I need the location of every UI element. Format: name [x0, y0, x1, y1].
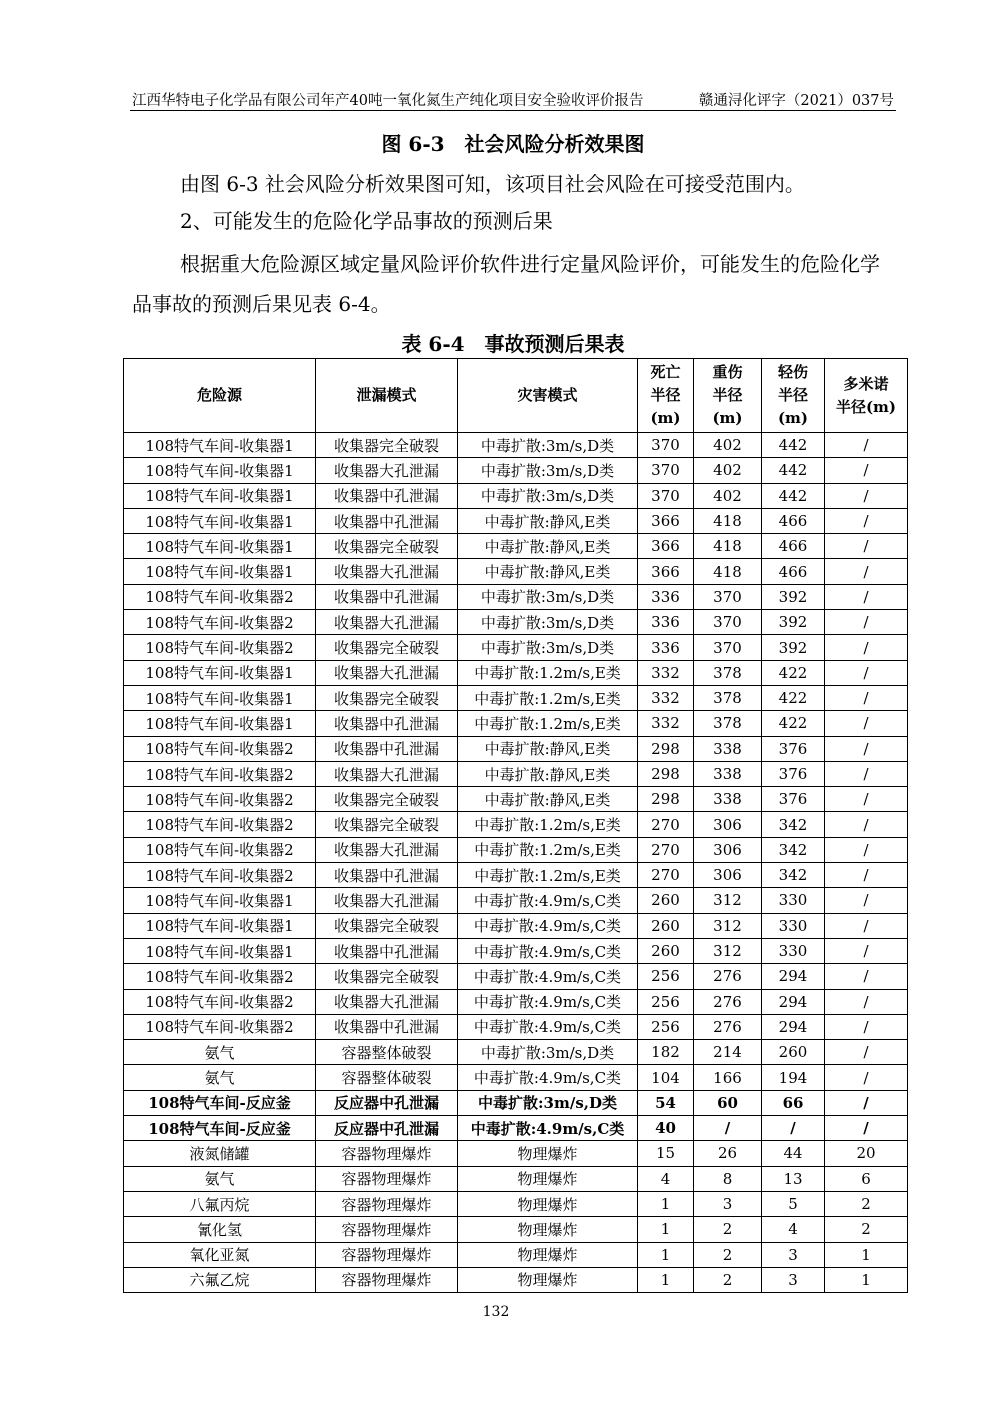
cell-leak-mode: 收集器大孔泄漏: [316, 660, 458, 685]
cell-minor-injury-radius: 422: [762, 711, 825, 736]
cell-domino-radius: /: [825, 483, 908, 508]
cell-serious-injury-radius: 402: [694, 433, 762, 458]
cell-domino-radius: 1: [825, 1242, 908, 1267]
cell-death-radius: 4: [638, 1166, 694, 1191]
cell-serious-injury-radius: 3: [694, 1191, 762, 1216]
table-row: [124, 483, 908, 508]
cell-death-radius: 54: [638, 1090, 694, 1115]
cell-disaster-mode: 中毒扩散:4.9m/s,C类: [458, 938, 638, 963]
table-row: [124, 938, 908, 963]
cell-disaster-mode: 中毒扩散:3m/s,D类: [458, 610, 638, 635]
cell-domino-radius: 2: [825, 1217, 908, 1242]
cell-death-radius: 298: [638, 787, 694, 812]
cell-leak-mode: 容器物理爆炸: [316, 1141, 458, 1166]
cell-disaster-mode: 中毒扩散:1.2m/s,E类: [458, 837, 638, 862]
figure-caption: 图 6-3 社会风险分析效果图: [381, 132, 645, 156]
cell-domino-radius: /: [825, 458, 908, 483]
cell-death-radius: 370: [638, 433, 694, 458]
cell-hazard-source: 108特气车间-反应釜: [124, 1090, 316, 1115]
cell-domino-radius: 6: [825, 1166, 908, 1191]
cell-death-radius: 260: [638, 913, 694, 938]
cell-death-radius: 1: [638, 1191, 694, 1216]
header-death-radius: 死亡 半径 (m): [638, 359, 694, 433]
cell-domino-radius: /: [825, 913, 908, 938]
cell-hazard-source: 108特气车间-收集器2: [124, 1014, 316, 1039]
cell-domino-radius: /: [825, 534, 908, 559]
table-row: [124, 1065, 908, 1090]
cell-disaster-mode: 中毒扩散:3m/s,D类: [458, 433, 638, 458]
cell-domino-radius: /: [825, 685, 908, 710]
cell-domino-radius: /: [825, 1090, 908, 1115]
cell-hazard-source: 108特气车间-反应釜: [124, 1116, 316, 1141]
cell-death-radius: 260: [638, 938, 694, 963]
table-row: [124, 761, 908, 786]
table-row: [124, 1191, 908, 1216]
cell-serious-injury-radius: 2: [694, 1267, 762, 1292]
cell-hazard-source: 氧化亚氮: [124, 1242, 316, 1267]
table-row: [124, 964, 908, 989]
table-row: [124, 989, 908, 1014]
cell-minor-injury-radius: 442: [762, 483, 825, 508]
cell-hazard-source: 108特气车间-收集器2: [124, 863, 316, 888]
cell-leak-mode: 反应器中孔泄漏: [316, 1090, 458, 1115]
cell-hazard-source: 108特气车间-收集器2: [124, 787, 316, 812]
table-row: [124, 888, 908, 913]
cell-hazard-source: 氨气: [124, 1166, 316, 1191]
cell-disaster-mode: 中毒扩散:4.9m/s,C类: [458, 1065, 638, 1090]
cell-death-radius: 1: [638, 1242, 694, 1267]
cell-hazard-source: 108特气车间-收集器1: [124, 559, 316, 584]
cell-minor-injury-radius: 376: [762, 761, 825, 786]
cell-hazard-source: 108特气车间-收集器2: [124, 761, 316, 786]
cell-minor-injury-radius: 466: [762, 508, 825, 533]
cell-domino-radius: /: [825, 812, 908, 837]
cell-death-radius: 336: [638, 584, 694, 609]
cell-death-radius: 332: [638, 660, 694, 685]
cell-death-radius: 104: [638, 1065, 694, 1090]
cell-hazard-source: 108特气车间-收集器1: [124, 888, 316, 913]
header-serious-injury-radius: 重伤 半径 (m): [694, 359, 762, 433]
cell-leak-mode: 容器物理爆炸: [316, 1166, 458, 1191]
cell-domino-radius: /: [825, 1040, 908, 1065]
cell-hazard-source: 氰化氢: [124, 1217, 316, 1242]
cell-minor-injury-radius: 330: [762, 938, 825, 963]
cell-hazard-source: 108特气车间-收集器1: [124, 711, 316, 736]
cell-leak-mode: 收集器完全破裂: [316, 812, 458, 837]
cell-minor-injury-radius: 294: [762, 1014, 825, 1039]
cell-leak-mode: 收集器完全破裂: [316, 964, 458, 989]
cell-death-radius: 298: [638, 736, 694, 761]
cell-disaster-mode: 中毒扩散:1.2m/s,E类: [458, 711, 638, 736]
cell-serious-injury-radius: 370: [694, 635, 762, 660]
cell-minor-injury-radius: 442: [762, 433, 825, 458]
cell-serious-injury-radius: 418: [694, 559, 762, 584]
cell-leak-mode: 容器整体破裂: [316, 1040, 458, 1065]
cell-minor-injury-radius: 342: [762, 812, 825, 837]
cell-serious-injury-radius: 2: [694, 1242, 762, 1267]
cell-domino-radius: /: [825, 1116, 908, 1141]
cell-hazard-source: 108特气车间-收集器1: [124, 685, 316, 710]
cell-death-radius: 370: [638, 483, 694, 508]
cell-leak-mode: 收集器大孔泄漏: [316, 610, 458, 635]
cell-leak-mode: 容器物理爆炸: [316, 1217, 458, 1242]
cell-minor-injury-radius: 3: [762, 1267, 825, 1292]
cell-hazard-source: 108特气车间-收集器2: [124, 837, 316, 862]
header-hazard-source: 危险源: [124, 359, 316, 433]
cell-serious-injury-radius: /: [694, 1116, 762, 1141]
table-row: [124, 711, 908, 736]
cell-disaster-mode: 中毒扩散:3m/s,D类: [458, 1090, 638, 1115]
cell-serious-injury-radius: 166: [694, 1065, 762, 1090]
cell-domino-radius: /: [825, 888, 908, 913]
table-header-row: [124, 359, 908, 433]
cell-domino-radius: 1: [825, 1267, 908, 1292]
cell-serious-injury-radius: 312: [694, 888, 762, 913]
accident-consequence-table: [123, 358, 908, 1293]
cell-domino-radius: /: [825, 433, 908, 458]
cell-minor-injury-radius: 342: [762, 837, 825, 862]
table-row: [124, 1267, 908, 1292]
table-row: [124, 1014, 908, 1039]
cell-leak-mode: 容器物理爆炸: [316, 1267, 458, 1292]
cell-serious-injury-radius: 418: [694, 508, 762, 533]
table-caption: 表 6-4 事故预测后果表: [401, 332, 625, 356]
cell-death-radius: 332: [638, 711, 694, 736]
cell-disaster-mode: 中毒扩散:静风,E类: [458, 508, 638, 533]
cell-hazard-source: 108特气车间-收集器2: [124, 584, 316, 609]
cell-serious-injury-radius: 8: [694, 1166, 762, 1191]
cell-leak-mode: 收集器大孔泄漏: [316, 989, 458, 1014]
cell-disaster-mode: 中毒扩散:4.9m/s,C类: [458, 1116, 638, 1141]
table-row: [124, 534, 908, 559]
cell-serious-injury-radius: 26: [694, 1141, 762, 1166]
cell-hazard-source: 108特气车间-收集器2: [124, 989, 316, 1014]
cell-serious-injury-radius: 214: [694, 1040, 762, 1065]
cell-hazard-source: 六氟乙烷: [124, 1267, 316, 1292]
cell-disaster-mode: 中毒扩散:4.9m/s,C类: [458, 964, 638, 989]
cell-leak-mode: 收集器完全破裂: [316, 913, 458, 938]
paragraph-table-intro: 根据重大危险源区域定量风险评价软件进行定量风险评价，可能发生的危险化学品事故的预测后果见表 6-4。: [132, 252, 880, 316]
cell-serious-injury-radius: 276: [694, 1014, 762, 1039]
cell-leak-mode: 收集器中孔泄漏: [316, 508, 458, 533]
cell-leak-mode: 收集器中孔泄漏: [316, 1014, 458, 1039]
table-row: [124, 1116, 908, 1141]
cell-death-radius: 298: [638, 761, 694, 786]
header-minor-injury-radius: 轻伤 半径 (m): [762, 359, 825, 433]
cell-disaster-mode: 中毒扩散:静风,E类: [458, 534, 638, 559]
cell-serious-injury-radius: 276: [694, 964, 762, 989]
cell-death-radius: 366: [638, 559, 694, 584]
cell-domino-radius: /: [825, 1014, 908, 1039]
cell-leak-mode: 收集器完全破裂: [316, 685, 458, 710]
cell-serious-injury-radius: 306: [694, 837, 762, 862]
cell-minor-injury-radius: 466: [762, 534, 825, 559]
cell-serious-injury-radius: 338: [694, 761, 762, 786]
cell-minor-injury-radius: 342: [762, 863, 825, 888]
cell-disaster-mode: 中毒扩散:静风,E类: [458, 787, 638, 812]
table-row: [124, 1242, 908, 1267]
cell-leak-mode: 收集器中孔泄漏: [316, 711, 458, 736]
cell-hazard-source: 108特气车间-收集器2: [124, 964, 316, 989]
cell-domino-radius: /: [825, 1065, 908, 1090]
cell-hazard-source: 108特气车间-收集器1: [124, 660, 316, 685]
cell-disaster-mode: 物理爆炸: [458, 1166, 638, 1191]
cell-serious-injury-radius: 338: [694, 787, 762, 812]
cell-minor-injury-radius: 3: [762, 1242, 825, 1267]
cell-minor-injury-radius: 392: [762, 610, 825, 635]
table-row: [124, 635, 908, 660]
cell-hazard-source: 氨气: [124, 1040, 316, 1065]
cell-leak-mode: 反应器中孔泄漏: [316, 1116, 458, 1141]
cell-hazard-source: 108特气车间-收集器1: [124, 534, 316, 559]
table-row: [124, 913, 908, 938]
cell-serious-injury-radius: 418: [694, 534, 762, 559]
cell-hazard-source: 108特气车间-收集器2: [124, 812, 316, 837]
cell-leak-mode: 收集器中孔泄漏: [316, 483, 458, 508]
cell-disaster-mode: 中毒扩散:4.9m/s,C类: [458, 989, 638, 1014]
paragraph-section-heading: 2、可能发生的危险化学品事故的预测后果: [180, 209, 553, 233]
cell-disaster-mode: 中毒扩散:3m/s,D类: [458, 483, 638, 508]
cell-minor-injury-radius: 330: [762, 913, 825, 938]
cell-domino-radius: 2: [825, 1191, 908, 1216]
cell-disaster-mode: 物理爆炸: [458, 1191, 638, 1216]
cell-serious-injury-radius: 370: [694, 610, 762, 635]
cell-disaster-mode: 物理爆炸: [458, 1141, 638, 1166]
cell-disaster-mode: 中毒扩散:3m/s,D类: [458, 458, 638, 483]
cell-leak-mode: 收集器大孔泄漏: [316, 837, 458, 862]
cell-death-radius: 336: [638, 610, 694, 635]
cell-leak-mode: 收集器中孔泄漏: [316, 584, 458, 609]
table-row: [124, 559, 908, 584]
cell-death-radius: 270: [638, 837, 694, 862]
table-row: [124, 508, 908, 533]
cell-leak-mode: 容器整体破裂: [316, 1065, 458, 1090]
table-row: [124, 812, 908, 837]
cell-disaster-mode: 物理爆炸: [458, 1267, 638, 1292]
table-row: [124, 837, 908, 862]
cell-minor-injury-radius: 330: [762, 888, 825, 913]
cell-hazard-source: 108特气车间-收集器2: [124, 635, 316, 660]
cell-leak-mode: 收集器大孔泄漏: [316, 761, 458, 786]
cell-death-radius: 366: [638, 534, 694, 559]
cell-hazard-source: 108特气车间-收集器1: [124, 938, 316, 963]
cell-disaster-mode: 中毒扩散:3m/s,D类: [458, 1040, 638, 1065]
header-report-number: 赣通浔化评字（2021）037号: [698, 93, 894, 109]
cell-minor-injury-radius: 260: [762, 1040, 825, 1065]
cell-hazard-source: 108特气车间-收集器2: [124, 736, 316, 761]
cell-minor-injury-radius: 422: [762, 660, 825, 685]
cell-disaster-mode: 中毒扩散:1.2m/s,E类: [458, 812, 638, 837]
cell-serious-injury-radius: 378: [694, 685, 762, 710]
cell-leak-mode: 收集器完全破裂: [316, 534, 458, 559]
cell-death-radius: 256: [638, 964, 694, 989]
cell-death-radius: 332: [638, 685, 694, 710]
cell-disaster-mode: 中毒扩散:静风,E类: [458, 761, 638, 786]
cell-hazard-source: 108特气车间-收集器1: [124, 458, 316, 483]
cell-hazard-source: 108特气车间-收集器1: [124, 433, 316, 458]
cell-death-radius: 370: [638, 458, 694, 483]
cell-minor-injury-radius: 13: [762, 1166, 825, 1191]
header-disaster-mode: 灾害模式: [458, 359, 638, 433]
table-row: [124, 1166, 908, 1191]
cell-minor-injury-radius: 194: [762, 1065, 825, 1090]
cell-death-radius: 336: [638, 635, 694, 660]
table-row: [124, 1040, 908, 1065]
table-row: [124, 863, 908, 888]
cell-serious-injury-radius: 60: [694, 1090, 762, 1115]
cell-hazard-source: 108特气车间-收集器1: [124, 913, 316, 938]
cell-domino-radius: /: [825, 736, 908, 761]
cell-death-radius: 256: [638, 989, 694, 1014]
cell-hazard-source: 氨气: [124, 1065, 316, 1090]
cell-domino-radius: /: [825, 610, 908, 635]
cell-serious-injury-radius: 312: [694, 913, 762, 938]
header-report-title: 江西华特电子化学品有限公司年产40吨一氧化氮生产纯化项目安全验收评价报告: [132, 93, 644, 109]
cell-death-radius: 270: [638, 812, 694, 837]
cell-hazard-source: 108特气车间-收集器1: [124, 508, 316, 533]
cell-domino-radius: /: [825, 837, 908, 862]
cell-disaster-mode: 中毒扩散:4.9m/s,C类: [458, 913, 638, 938]
cell-leak-mode: 收集器大孔泄漏: [316, 888, 458, 913]
cell-death-radius: 40: [638, 1116, 694, 1141]
table-row: [124, 787, 908, 812]
cell-domino-radius: /: [825, 938, 908, 963]
table-row: [124, 1217, 908, 1242]
cell-domino-radius: /: [825, 787, 908, 812]
cell-minor-injury-radius: 442: [762, 458, 825, 483]
cell-minor-injury-radius: 392: [762, 584, 825, 609]
cell-minor-injury-radius: 376: [762, 736, 825, 761]
cell-serious-injury-radius: 402: [694, 483, 762, 508]
cell-disaster-mode: 中毒扩散:4.9m/s,C类: [458, 888, 638, 913]
cell-minor-injury-radius: 44: [762, 1141, 825, 1166]
page-number: 132: [482, 1304, 510, 1320]
cell-disaster-mode: 中毒扩散:3m/s,D类: [458, 584, 638, 609]
cell-disaster-mode: 物理爆炸: [458, 1217, 638, 1242]
cell-minor-injury-radius: 422: [762, 685, 825, 710]
cell-disaster-mode: 中毒扩散:静风,E类: [458, 559, 638, 584]
paragraph-social-risk: 由图 6-3 社会风险分析效果图可知，该项目社会风险在可接受范围内。: [180, 172, 805, 196]
cell-death-radius: 1: [638, 1267, 694, 1292]
cell-domino-radius: /: [825, 964, 908, 989]
cell-hazard-source: 八氟丙烷: [124, 1191, 316, 1216]
table-row: [124, 685, 908, 710]
cell-leak-mode: 收集器中孔泄漏: [316, 863, 458, 888]
cell-minor-injury-radius: 66: [762, 1090, 825, 1115]
cell-disaster-mode: 中毒扩散:1.2m/s,E类: [458, 863, 638, 888]
cell-domino-radius: /: [825, 711, 908, 736]
cell-serious-injury-radius: 306: [694, 863, 762, 888]
cell-death-radius: 366: [638, 508, 694, 533]
cell-leak-mode: 收集器大孔泄漏: [316, 458, 458, 483]
cell-serious-injury-radius: 306: [694, 812, 762, 837]
table-row: [124, 1141, 908, 1166]
cell-serious-injury-radius: 378: [694, 660, 762, 685]
cell-serious-injury-radius: 276: [694, 989, 762, 1014]
page-header: [130, 86, 896, 111]
cell-domino-radius: /: [825, 660, 908, 685]
cell-hazard-source: 108特气车间-收集器1: [124, 483, 316, 508]
cell-domino-radius: /: [825, 989, 908, 1014]
cell-minor-injury-radius: 5: [762, 1191, 825, 1216]
cell-leak-mode: 收集器中孔泄漏: [316, 736, 458, 761]
cell-disaster-mode: 中毒扩散:3m/s,D类: [458, 635, 638, 660]
cell-disaster-mode: 中毒扩散:1.2m/s,E类: [458, 685, 638, 710]
cell-domino-radius: /: [825, 635, 908, 660]
table-row: [124, 736, 908, 761]
cell-disaster-mode: 物理爆炸: [458, 1242, 638, 1267]
table-row: [124, 660, 908, 685]
cell-disaster-mode: 中毒扩散:静风,E类: [458, 736, 638, 761]
cell-serious-injury-radius: 402: [694, 458, 762, 483]
cell-minor-injury-radius: 294: [762, 964, 825, 989]
table-row: [124, 433, 908, 458]
cell-death-radius: 260: [638, 888, 694, 913]
table-row: [124, 1090, 908, 1115]
cell-domino-radius: /: [825, 863, 908, 888]
cell-leak-mode: 收集器中孔泄漏: [316, 938, 458, 963]
cell-death-radius: 15: [638, 1141, 694, 1166]
cell-death-radius: 256: [638, 1014, 694, 1039]
cell-domino-radius: /: [825, 559, 908, 584]
cell-minor-injury-radius: 466: [762, 559, 825, 584]
table-row: [124, 584, 908, 609]
header-domino-radius: 多米诺 半径(m): [825, 359, 908, 433]
cell-domino-radius: 20: [825, 1141, 908, 1166]
cell-domino-radius: /: [825, 584, 908, 609]
cell-serious-injury-radius: 312: [694, 938, 762, 963]
cell-hazard-source: 液氮储罐: [124, 1141, 316, 1166]
cell-leak-mode: 收集器完全破裂: [316, 433, 458, 458]
cell-serious-injury-radius: 338: [694, 736, 762, 761]
cell-leak-mode: 收集器大孔泄漏: [316, 559, 458, 584]
cell-serious-injury-radius: 370: [694, 584, 762, 609]
cell-hazard-source: 108特气车间-收集器2: [124, 610, 316, 635]
cell-minor-injury-radius: 392: [762, 635, 825, 660]
cell-leak-mode: 容器物理爆炸: [316, 1242, 458, 1267]
cell-disaster-mode: 中毒扩散:1.2m/s,E类: [458, 660, 638, 685]
cell-serious-injury-radius: 378: [694, 711, 762, 736]
cell-minor-injury-radius: 4: [762, 1217, 825, 1242]
table-row: [124, 458, 908, 483]
cell-minor-injury-radius: /: [762, 1116, 825, 1141]
table-row: [124, 610, 908, 635]
cell-serious-injury-radius: 2: [694, 1217, 762, 1242]
cell-leak-mode: 收集器完全破裂: [316, 635, 458, 660]
cell-death-radius: 270: [638, 863, 694, 888]
cell-minor-injury-radius: 294: [762, 989, 825, 1014]
cell-domino-radius: /: [825, 508, 908, 533]
cell-death-radius: 1: [638, 1217, 694, 1242]
cell-leak-mode: 容器物理爆炸: [316, 1191, 458, 1216]
cell-minor-injury-radius: 376: [762, 787, 825, 812]
cell-domino-radius: /: [825, 761, 908, 786]
cell-leak-mode: 收集器完全破裂: [316, 787, 458, 812]
cell-death-radius: 182: [638, 1040, 694, 1065]
header-leak-mode: 泄漏模式: [316, 359, 458, 433]
cell-disaster-mode: 中毒扩散:4.9m/s,C类: [458, 1014, 638, 1039]
